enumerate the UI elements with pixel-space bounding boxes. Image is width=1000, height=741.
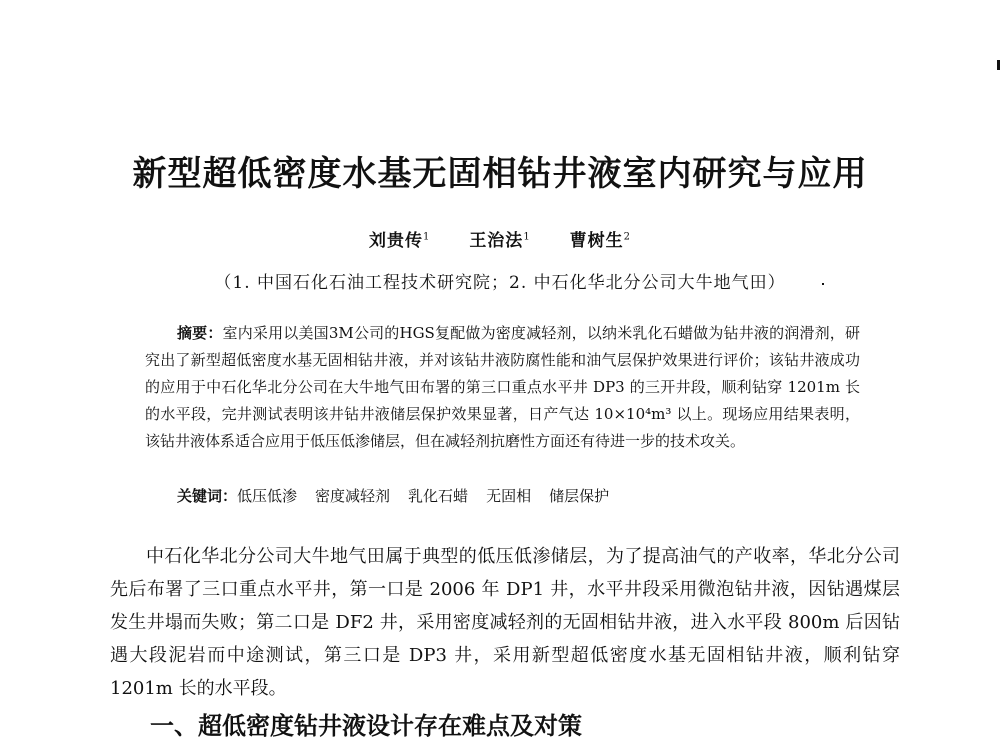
abstract-label: 摘要： <box>177 324 223 342</box>
body-paragraph: 中石化华北分公司大牛地气田属于典型的低压低渗储层，为了提高油气的产收率，华北分公司先后布署了三口重点水平井，第一口是 2006 年 DP1 井，水平井段采用微泡钻井液，因钻遇煤层发生井塌而失败；第二口是 DF2 井，采用密度减轻剂的无固相钻井液，进入水平段 800m 后因钻遇大段泥岩而中途测试，第三口是 DP3 井，采用新型超低密度水基无固相钻井液，顺利钻穿 1201m 长的水平段。 <box>110 546 900 699</box>
keyword: 密度减轻剂 <box>315 487 391 505</box>
keyword: 低压低渗 <box>237 487 298 505</box>
section-heading: 一、超低密度钻井液设计存在难点及对策 <box>150 711 582 740</box>
author-name: 刘贵传 <box>369 231 424 251</box>
affiliation-mark: 1 <box>423 231 431 243</box>
abstract <box>145 320 860 455</box>
author <box>469 231 530 251</box>
affiliation-mark: 1 <box>523 231 531 243</box>
scan-speck <box>822 283 824 285</box>
author <box>570 231 631 251</box>
keywords-label: 关键词： <box>177 487 238 505</box>
affiliation-mark: 2 <box>623 231 631 243</box>
keywords <box>177 483 867 510</box>
author-name: 曹树生 <box>569 231 624 251</box>
author <box>369 231 430 251</box>
keyword: 储层保护 <box>549 487 610 505</box>
author-list <box>0 226 1000 251</box>
keyword: 无固相 <box>486 487 532 505</box>
paper-title: 新型超低密度水基无固相钻井液室内研究与应用 <box>132 154 868 194</box>
keyword: 乳化石蜡 <box>408 487 469 505</box>
author-name: 王治法 <box>469 231 524 251</box>
affiliation-line: （1. 中国石化石油工程技术研究院；2. 中石化华北分公司大牛地气田） <box>214 273 786 293</box>
abstract-text: 室内采用以美国3M公司的HGS复配做为密度减轻剂，以纳米乳化石蜡做为钻井液的润滑剂，研究出了新型超低密度水基无固相钻井液，并对该钻井液防腐性能和油气层保护效果进行评价；该钻井液成功的应用于中石化华北分公司在大牛地气田布署的第三口重点水平井 DP3 的三开井段，顺利钻穿 1201m 长的水平段，完井测试表明该井钻井液储层保护效果显著，日产气达 10×10⁴m³ 以上。现场应用结果表明，该钻井液体系适合应用于低压低渗储层，但在减轻剂抗磨性方面还有待进一步的技术攻关。 <box>145 324 860 450</box>
